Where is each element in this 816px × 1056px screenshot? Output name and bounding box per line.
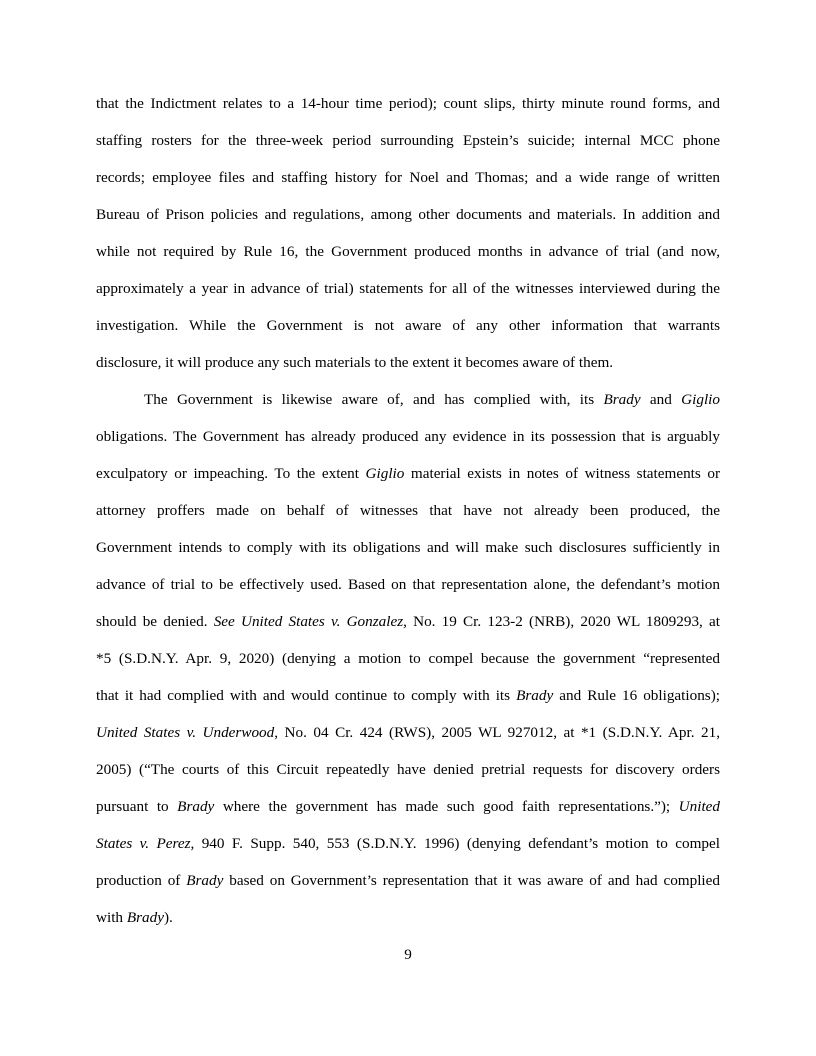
text-line [96, 686, 720, 706]
text-line [96, 575, 720, 595]
text-run: disclosure, it will produce any such materials to the extent it becomes aware of them. [96, 354, 614, 371]
text-line [96, 797, 720, 817]
text-run: that the Indictment relates to a 14-hour time period); count slips, thirty minute round forms, and [96, 95, 720, 112]
italic-run: States v. Perez [96, 835, 191, 852]
italic-run: Giglio [365, 465, 405, 482]
text-run: material exists in notes of witness statements or [404, 465, 720, 482]
text-run: and [640, 391, 682, 408]
text-run: that it had complied with and would continue to comply with its [96, 687, 517, 704]
text-run: *5 (S.D.N.Y. Apr. 9, 2020) (denying a motion to compel because the government “represented [96, 650, 720, 667]
text-line [96, 353, 720, 373]
text-run: and Rule 16 obligations); [553, 687, 720, 704]
italic-run: Giglio [681, 391, 720, 408]
text-line [96, 94, 720, 114]
text-run: , 940 F. Supp. 540, 553 (S.D.N.Y. 1996) (denying defendant’s motion to compel [190, 835, 720, 852]
text-run: where the government has made such good faith representations.”); [214, 798, 679, 815]
text-run: approximately a year in advance of trial) statements for all of the witnesses interviewed during the [96, 280, 720, 297]
text-run: ). [163, 909, 173, 926]
text-line [96, 390, 720, 410]
text-line [96, 760, 720, 780]
italic-run: See United States v. Gonzalez [213, 613, 404, 630]
text-run: Government intends to comply with its obligations and will make such disclosures sufficiently in [96, 539, 720, 556]
text-run: records; employee files and staffing history for Noel and Thomas; and a wide range of written [96, 169, 720, 186]
text-run: should be denied. [96, 613, 214, 630]
text-line [96, 871, 720, 891]
text-line [96, 242, 720, 262]
italic-run: United States v. Underwood [96, 724, 275, 741]
italic-run: Brady [177, 798, 215, 815]
text-run: staffing rosters for the three-week period surrounding Epstein’s suicide; internal MCC phone [96, 132, 720, 149]
page-number: 9 [404, 946, 412, 963]
text-run: investigation. While the Government is not aware of any other information that warrants [96, 317, 720, 334]
text-line [96, 427, 720, 447]
text-line [96, 279, 720, 299]
text-line [96, 316, 720, 336]
text-line [96, 168, 720, 188]
text-run: Bureau of Prison policies and regulations, among other documents and materials. In addition and [96, 206, 720, 223]
italic-run: Brady [603, 391, 641, 408]
text-run: pursuant to [96, 798, 178, 815]
text-line [96, 131, 720, 151]
text-run: attorney proffers made on behalf of witnesses that have not already been produced, the [96, 502, 720, 519]
text-line [96, 612, 720, 632]
text-run: , No. 19 Cr. 123-2 (NRB), 2020 WL 1809293, at [403, 613, 720, 630]
text-line [96, 723, 720, 743]
text-line [96, 649, 720, 669]
text-line [96, 205, 720, 225]
italic-run: Brady [516, 687, 554, 704]
text-run: production of [96, 872, 187, 889]
text-run: , No. 04 Cr. 424 (RWS), 2005 WL 927012, at *1 (S.D.N.Y. Apr. 21, [274, 724, 720, 741]
italic-run: Brady [126, 909, 164, 926]
italic-run: United [678, 798, 720, 815]
text-line [96, 501, 720, 521]
text-line [96, 464, 720, 484]
text-run: advance of trial to be effectively used. Based on that representation alone, the defendant’s motion [96, 576, 720, 593]
text-run: based on Government’s representation that it was aware of and had complied [223, 872, 720, 889]
text-run: obligations. The Government has already produced any evidence in its possession that is arguably [96, 428, 720, 445]
text-line [96, 908, 720, 928]
text-run: with [96, 909, 127, 926]
text-run: while not required by Rule 16, the Government produced months in advance of trial (and now, [96, 243, 720, 260]
text-run: The Government is likewise aware of, and has complied with, its [144, 391, 604, 408]
text-line [96, 538, 720, 558]
italic-run: Brady [186, 872, 224, 889]
text-line [96, 834, 720, 854]
text-run: 2005) (“The courts of this Circuit repeatedly have denied pretrial requests for discovery orders [96, 761, 720, 778]
text-run: exculpatory or impeaching. To the extent [96, 465, 366, 482]
